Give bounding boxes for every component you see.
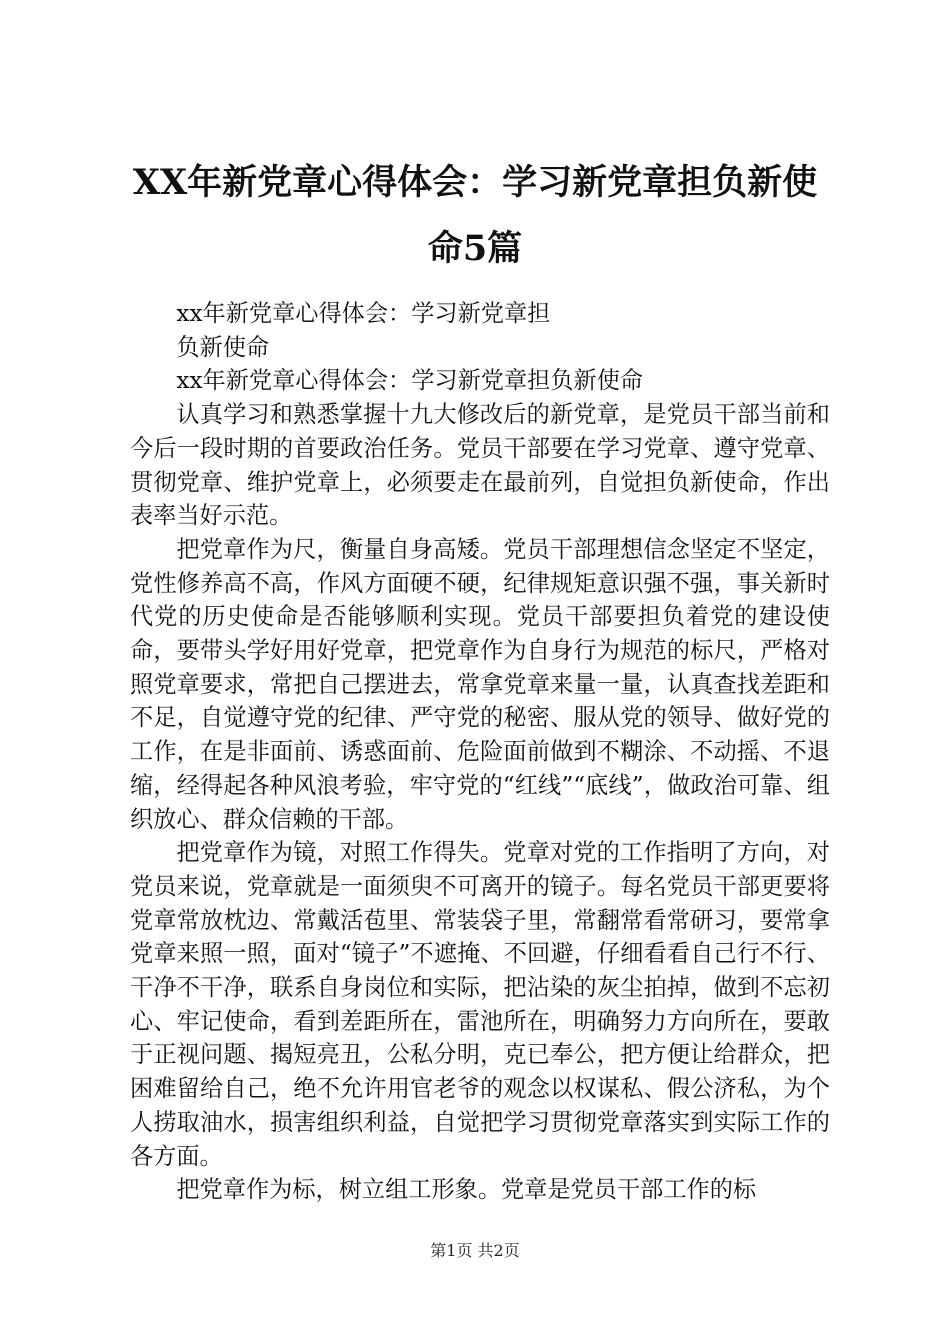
document-body — [130, 297, 830, 1207]
document-title: XX年新党章心得体会：学习新党章担负新使命5篇 — [132, 162, 818, 269]
subtitle-line-2: 负新使命 — [176, 333, 270, 361]
paragraph-mirror: 把党章作为镜，对照工作得失。党章对党的工作指明了方向，对党员来说，党章就是一面须臾不可离开的镜子。每名党员干部更要将党章常放枕边、常戴活苞里、常装袋子里，常翻常看常研习，要常拿党章来照一照，面对“镜子”不遮掩、不回避，仔细看看自己行不行、干净不干净，联系自身岗位和实际，把沾染的灰尘拍掉，做到不忘初心、牢记使命，看到差距所在，雷池所在，明确努力方向所在，要敢于正视问题、揭短亮丑，公私分明，克已奉公，把方便让给群众，把困难留给自己，绝不允许用官老爷的观念以权谋私、假公济私，为个人捞取油水，损害组织利益，自觉把学习贯彻党章落实到实际工作的各方面。 — [130, 839, 830, 1170]
section-heading: xx年新党章心得体会：学习新党章担负新使命 — [176, 367, 644, 395]
page-number-footer: 第1页 共2页 — [430, 1241, 520, 1260]
paragraph-ruler: 把党章作为尺，衡量自身高矮。党员干部理想信念坚定不坚定，党性修养高不高，作风方面硬不硬，纪律规矩意识强不强，事关新时代党的历史使命是否能够顺利实现。党员干部要担负着党的建设使命，要带头学好用好党章，把党章作为自身行为规范的标尺，严格对照党章要求，常把自己摆进去，常拿党章来量一量，认真查找差距和不足，自觉遵守党的纪律、严守党的秘密、服从党的领导、做好党的工作，在是非面前、诱惑面前、危险面前做到不糊涂、不动摇、不退缩，经得起各种风浪考验，牢守党的“红线”“底线”，做政治可靠、组织放心、群众信赖的干部。 — [130, 535, 830, 833]
paragraph-intro: 认真学习和熟悉掌握十九大修改后的新党章，是党员干部当前和今后一段时期的首要政治任务。党员干部要在学习党章、遵守党章、贯彻党章、维护党章上，必须要走在最前列，自觉担负新使命，作出表率当好示范。 — [130, 401, 830, 530]
subtitle-line-1: xx年新党章心得体会：学习新党章担 — [176, 300, 551, 327]
paragraph-standard: 把党章作为标，树立组工形象。党章是党员干部工作的标 — [176, 1176, 757, 1204]
